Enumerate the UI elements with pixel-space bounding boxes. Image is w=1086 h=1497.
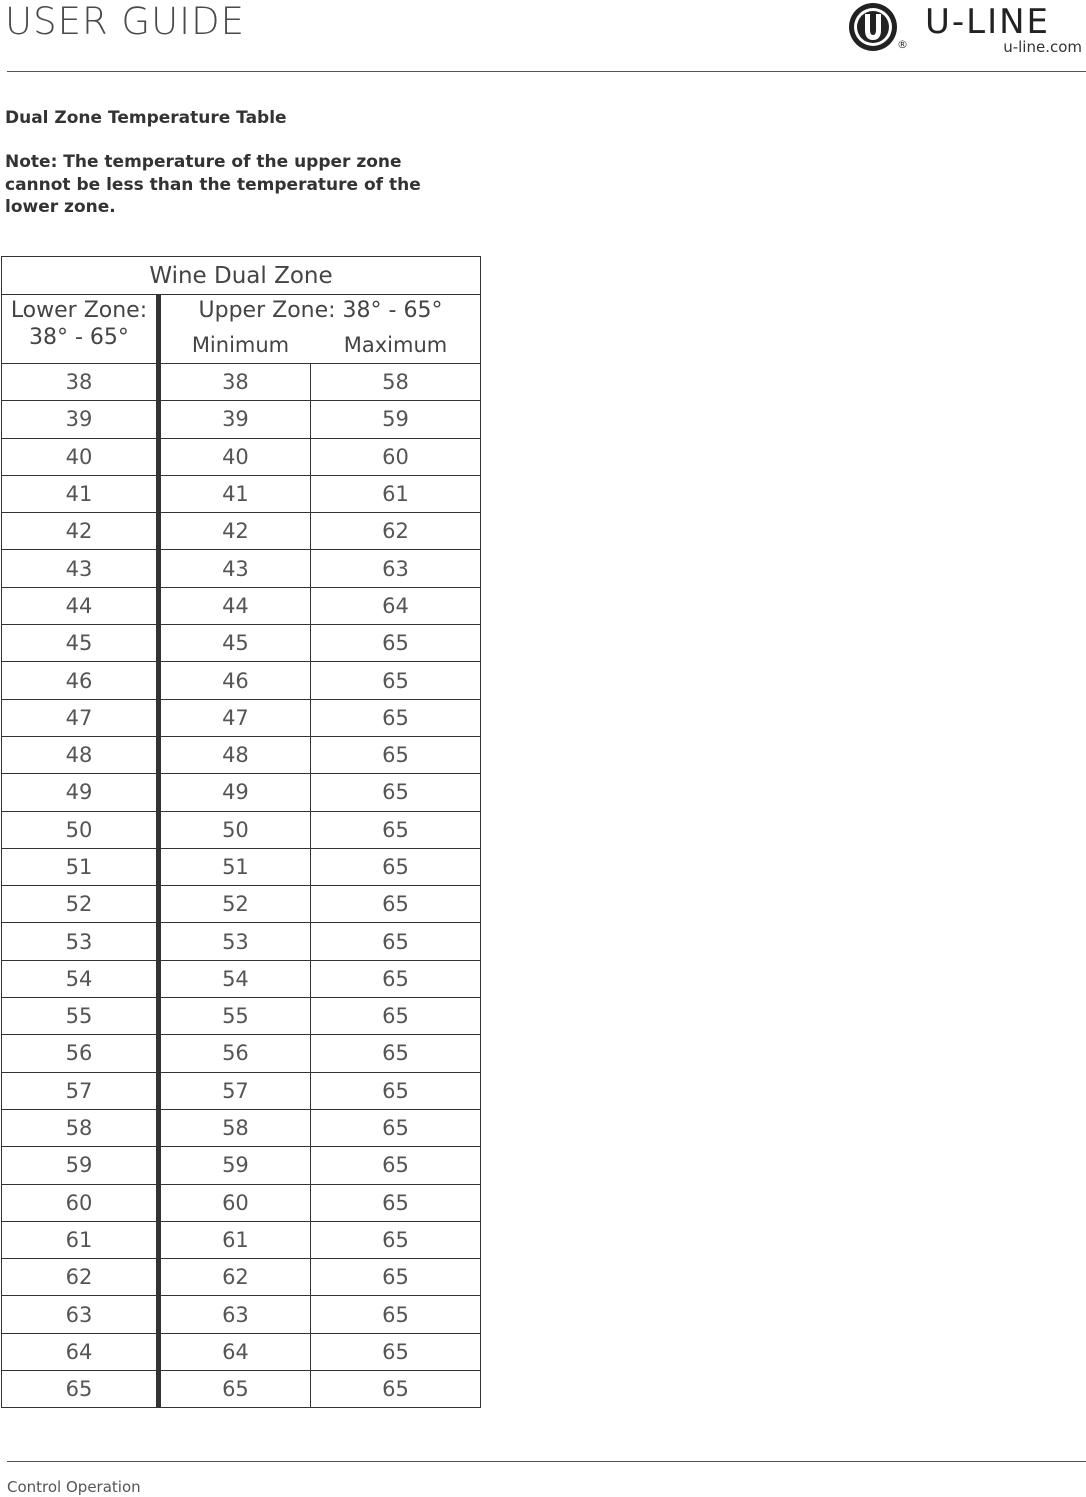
upper-maximum-cell: 65: [310, 1072, 480, 1109]
footer-divider: [7, 1461, 1086, 1462]
table-row: [2, 513, 481, 550]
upper-minimum-cell: 63: [158, 1296, 310, 1333]
section-heading: Dual Zone Temperature Table: [5, 108, 287, 128]
upper-minimum-cell: 48: [158, 736, 310, 773]
upper-maximum-cell: 65: [310, 699, 480, 736]
note-text: Note: The temperature of the upper zone cannot be less than the temperature of the lower zone.: [5, 152, 421, 217]
brand-name: U-LINE: [925, 2, 1051, 42]
lower-zone-cell: 48: [2, 736, 159, 773]
upper-maximum-cell: 65: [310, 1259, 480, 1296]
lower-zone-header: [2, 295, 159, 364]
upper-minimum-cell: 65: [158, 1371, 310, 1408]
lower-zone-cell: 56: [2, 1035, 159, 1072]
upper-zone-subheader: [158, 327, 480, 364]
table-row: [2, 1184, 481, 1221]
lower-zone-cell: 50: [2, 811, 159, 848]
upper-minimum-cell: 53: [158, 923, 310, 960]
upper-minimum-cell: 40: [158, 438, 310, 475]
u-line-emblem-icon: [847, 0, 903, 56]
table-row: [2, 886, 481, 923]
table-row: [2, 1221, 481, 1258]
upper-maximum-cell: 65: [310, 662, 480, 699]
table-body: [2, 364, 481, 1408]
table-row: [2, 475, 481, 512]
upper-minimum-cell: 61: [158, 1221, 310, 1258]
upper-minimum-cell: 42: [158, 513, 310, 550]
upper-minimum-cell: 44: [158, 587, 310, 624]
brand-url: u-line.com: [1003, 38, 1082, 56]
upper-maximum-cell: 65: [310, 886, 480, 923]
table-row: [2, 811, 481, 848]
upper-minimum-cell: 62: [158, 1259, 310, 1296]
upper-minimum-cell: 45: [158, 625, 310, 662]
lower-zone-cell: 55: [2, 998, 159, 1035]
lower-zone-cell: 58: [2, 1109, 159, 1146]
table-row: [2, 736, 481, 773]
upper-minimum-cell: 60: [158, 1184, 310, 1221]
table-row: [2, 662, 481, 699]
upper-minimum-cell: 58: [158, 1109, 310, 1146]
table-caption: Wine Dual Zone: [2, 257, 481, 295]
upper-maximum-cell: 58: [310, 364, 480, 401]
table-row: [2, 699, 481, 736]
table-row: [2, 848, 481, 885]
lower-zone-cell: 61: [2, 1221, 159, 1258]
lower-zone-cell: 45: [2, 625, 159, 662]
lower-zone-cell: 63: [2, 1296, 159, 1333]
table-row: [2, 1072, 481, 1109]
upper-maximum-cell: 65: [310, 848, 480, 885]
table-row: [2, 1259, 481, 1296]
table-row: [2, 1109, 481, 1146]
lower-zone-cell: 46: [2, 662, 159, 699]
upper-maximum-cell: 65: [310, 1296, 480, 1333]
lower-zone-cell: 39: [2, 401, 159, 438]
lower-zone-cell: 43: [2, 550, 159, 587]
upper-maximum-cell: 65: [310, 811, 480, 848]
upper-maximum-cell: 65: [310, 1109, 480, 1146]
upper-minimum-cell: 43: [158, 550, 310, 587]
upper-minimum-cell: 64: [158, 1333, 310, 1370]
header-divider: [7, 71, 1086, 72]
upper-maximum-cell: 65: [310, 736, 480, 773]
table-row: [2, 1371, 481, 1408]
lower-zone-cell: 42: [2, 513, 159, 550]
upper-maximum-cell: 65: [310, 998, 480, 1035]
table-row: [2, 401, 481, 438]
table-row: [2, 438, 481, 475]
lower-zone-cell: 53: [2, 923, 159, 960]
upper-maximum-cell: 65: [310, 625, 480, 662]
lower-zone-cell: 59: [2, 1147, 159, 1184]
upper-minimum-cell: 38: [158, 364, 310, 401]
upper-minimum-cell: 47: [158, 699, 310, 736]
upper-minimum-cell: 59: [158, 1147, 310, 1184]
lower-zone-cell: 62: [2, 1259, 159, 1296]
upper-maximum-cell: 65: [310, 1221, 480, 1258]
page-title: USER GUIDE: [5, 0, 245, 43]
footer-section-label: Control Operation: [7, 1478, 141, 1496]
upper-maximum-cell: 65: [310, 1371, 480, 1408]
lower-zone-label: Lower Zone:: [10, 298, 148, 323]
upper-maximum-cell: 61: [310, 475, 480, 512]
upper-maximum-cell: 64: [310, 587, 480, 624]
upper-minimum-cell: 51: [158, 848, 310, 885]
table-row: [2, 364, 481, 401]
upper-maximum-cell: 60: [310, 438, 480, 475]
upper-maximum-cell: 65: [310, 774, 480, 811]
table-row: [2, 1296, 481, 1333]
upper-minimum-cell: 57: [158, 1072, 310, 1109]
table-row: [2, 587, 481, 624]
registered-mark: ®: [897, 38, 908, 51]
upper-minimum-cell: 39: [158, 401, 310, 438]
upper-minimum-cell: 50: [158, 811, 310, 848]
upper-maximum-cell: 59: [310, 401, 480, 438]
lower-zone-cell: 40: [2, 438, 159, 475]
upper-maximum-cell: 65: [310, 1333, 480, 1370]
upper-minimum-cell: 55: [158, 998, 310, 1035]
lower-zone-cell: 60: [2, 1184, 159, 1221]
table-row: [2, 1333, 481, 1370]
table-row: [2, 1147, 481, 1184]
table-row: [2, 1035, 481, 1072]
table-row: [2, 960, 481, 997]
lower-zone-cell: 41: [2, 475, 159, 512]
table-row: [2, 998, 481, 1035]
upper-minimum-cell: 46: [158, 662, 310, 699]
upper-minimum-cell: 56: [158, 1035, 310, 1072]
brand-logo: [847, 0, 1082, 58]
upper-maximum-cell: 65: [310, 1147, 480, 1184]
lower-zone-cell: 47: [2, 699, 159, 736]
minimum-label: Minimum: [191, 332, 290, 357]
upper-maximum-cell: 65: [310, 1035, 480, 1072]
lower-zone-cell: 64: [2, 1333, 159, 1370]
table-row: [2, 550, 481, 587]
lower-zone-cell: 51: [2, 848, 159, 885]
lower-zone-cell: 44: [2, 587, 159, 624]
upper-zone-header: Upper Zone: 38° - 65°: [158, 295, 480, 327]
upper-maximum-cell: 65: [310, 1184, 480, 1221]
upper-maximum-cell: 65: [310, 960, 480, 997]
dual-zone-temperature-table: [1, 256, 481, 1408]
maximum-label: Maximum: [343, 332, 448, 357]
upper-maximum-cell: 62: [310, 513, 480, 550]
lower-zone-cell: 65: [2, 1371, 159, 1408]
upper-minimum-cell: 49: [158, 774, 310, 811]
lower-zone-cell: 38: [2, 364, 159, 401]
lower-zone-cell: 57: [2, 1072, 159, 1109]
upper-minimum-cell: 54: [158, 960, 310, 997]
table-row: [2, 774, 481, 811]
table-row: [2, 625, 481, 662]
upper-maximum-cell: 63: [310, 550, 480, 587]
lower-zone-cell: 52: [2, 886, 159, 923]
upper-minimum-cell: 52: [158, 886, 310, 923]
upper-minimum-cell: 41: [158, 475, 310, 512]
lower-zone-cell: 49: [2, 774, 159, 811]
lower-zone-range: 38° - 65°: [29, 325, 129, 350]
lower-zone-cell: 54: [2, 960, 159, 997]
upper-maximum-cell: 65: [310, 923, 480, 960]
table-row: [2, 923, 481, 960]
